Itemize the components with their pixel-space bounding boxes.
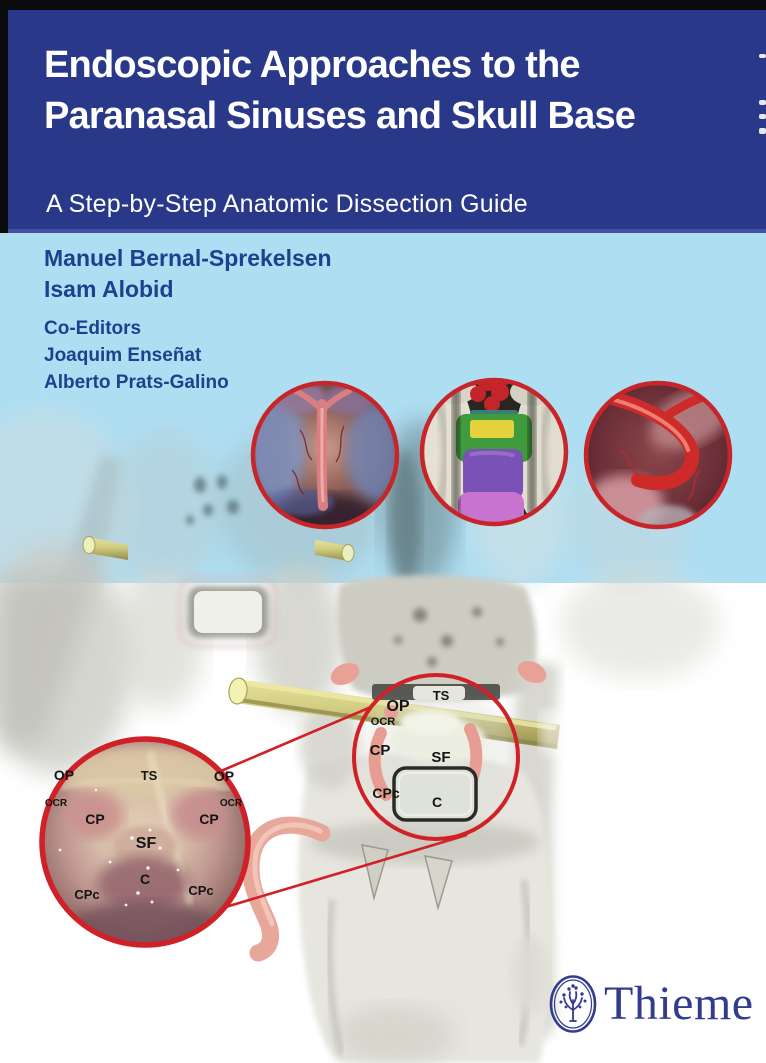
- book-title-line1: Endoscopic Approaches to the: [44, 44, 580, 86]
- co-editors-label: Co-Editors: [44, 318, 142, 339]
- scan-edge-left: [0, 0, 8, 233]
- anatomy-label: OCR: [370, 716, 396, 728]
- anatomy-label: OP: [386, 698, 410, 715]
- thieme-tree-icon: [549, 974, 597, 1034]
- anatomy-label: CPc: [188, 883, 214, 898]
- scan-edge-top: [0, 0, 766, 10]
- anatomy-label: OP: [213, 768, 235, 784]
- editor-name: Manuel Bernal-Sprekelsen: [44, 245, 332, 271]
- ethmoid-bone-mass: [337, 576, 536, 701]
- magnified-endoscopic-view: [42, 739, 248, 954]
- sella-window: [180, 578, 276, 646]
- anatomy-label: CP: [369, 742, 391, 759]
- anatomy-label: CP: [85, 811, 105, 827]
- publisher-logo: [549, 974, 754, 1034]
- co-editor-name: Joaquim Enseñat: [44, 345, 202, 366]
- co-editor-name: Alberto Prats-Galino: [44, 372, 229, 393]
- anatomy-label: SF: [135, 835, 157, 852]
- anatomy-label: OCR: [219, 798, 243, 809]
- anatomy-label: OP: [53, 767, 75, 783]
- anatomy-label: TS: [140, 768, 158, 783]
- anatomy-label: OCR: [44, 798, 68, 809]
- anatomy-label: CP: [199, 811, 219, 827]
- anatomy-label: CPc: [74, 887, 100, 902]
- book-subtitle: A Step-by-Step Anatomic Dissection Guide: [46, 190, 528, 218]
- target-region-ring: [354, 675, 518, 839]
- anatomy-label: CPc: [372, 785, 400, 801]
- inset-3d-colored-model: [421, 369, 568, 528]
- anatomy-label: C: [431, 794, 443, 810]
- anatomy-label: TS: [432, 688, 450, 703]
- book-title-line2: Paranasal Sinuses and Skull Base: [44, 95, 636, 137]
- anatomy-label: C: [139, 871, 151, 887]
- editor-name: Isam Alobid: [44, 276, 174, 302]
- anatomy-label: SF: [431, 749, 451, 766]
- publisher-name: Thieme: [604, 977, 754, 1030]
- spine-text-fragment: [759, 54, 766, 134]
